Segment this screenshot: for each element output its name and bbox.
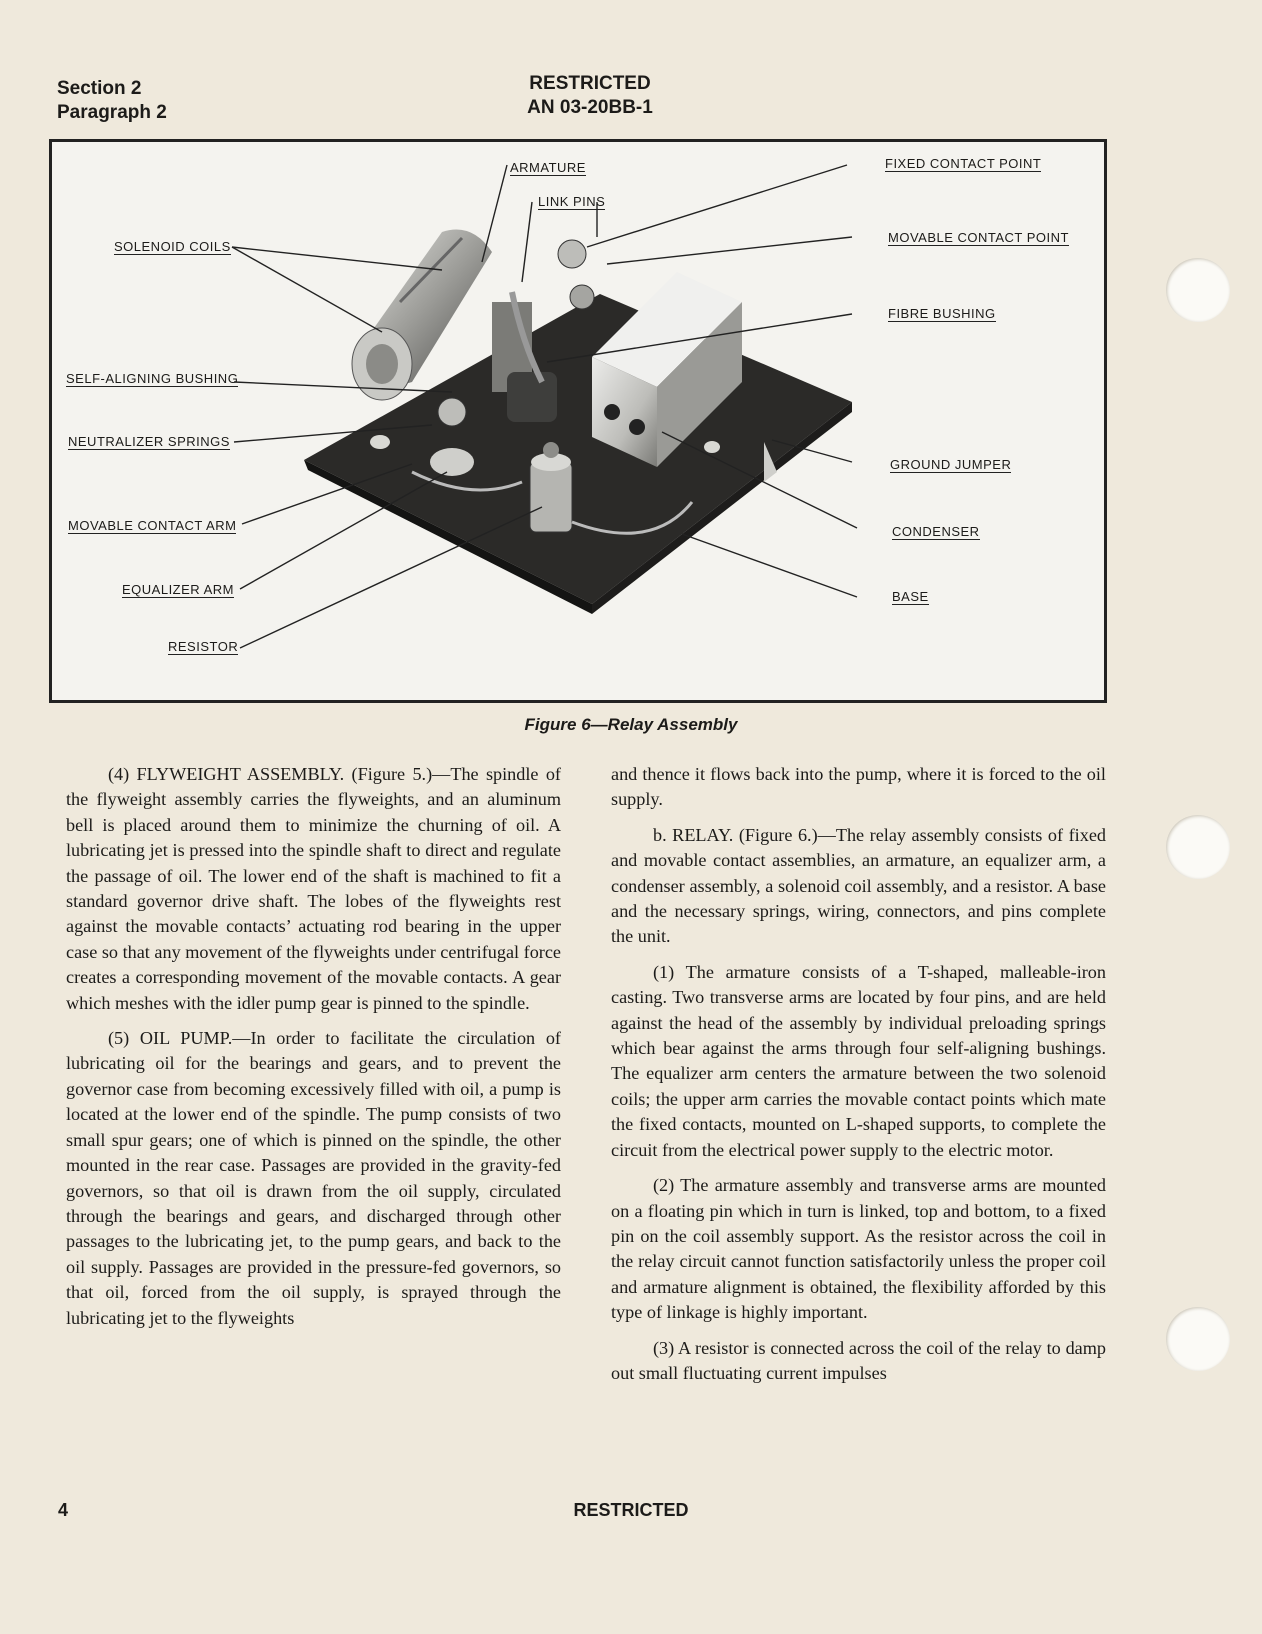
label-armature: ARMATURE (510, 160, 586, 175)
label-neutralizer-springs: NEUTRALIZER SPRINGS (68, 434, 230, 449)
mount-hole (370, 435, 390, 449)
large-hole (430, 448, 474, 476)
paragraph-continuation: and thence it flows back into the pump, where it is forced to the oil supply. (611, 764, 1106, 810)
paragraph-relay: b. RELAY. (Figure 6.)—The relay assembly consists of fixed and movable contact assemblies, an armature, an equalizer arm, a condenser assembly, a solenoid coil assembly, and a resistor. A base and the necessary springs, wiring, connectors, and pins complete the unit. (611, 824, 1106, 947)
label-base: BASE (892, 589, 929, 604)
paragraph-armature-mounting: (2) The armature assembly and transverse arms are mounted on a floating pin which in turn is linked, top and bottom, to a fixed pin on the coil assembly support. As the resistor across the coil in the relay circuit cannot function satisfactorily unless the proper coil and armature alignment is obtained, the flexibility afforded by this type of linkage is highly important. (611, 1175, 1106, 1323)
label-self-aligning-bushing: SELF-ALIGNING BUSHING (66, 371, 239, 386)
figure-caption: Figure 6—Relay Assembly (524, 715, 738, 734)
right-column (611, 762, 1106, 1396)
page-number: 4 (58, 1500, 69, 1520)
section-paragraph-header (57, 77, 167, 125)
label-solenoid-coils: SOLENOID COILS (114, 239, 231, 254)
paragraph-resistor: (3) A resistor is connected across the coil of the relay to damp out small fluctuating current impulses (611, 1337, 1106, 1383)
label-movable-contact-point: MOVABLE CONTACT POINT (888, 230, 1069, 245)
paragraph-oil-pump: (5) OIL PUMP.—In order to facilitate the circulation of lubricating oil for the bearings and gears, and to prevent the governor case from becoming excessively filled with oil, a pump is located at the lower end of the spindle. The pump consists of two small spur gears; one of which is pinned on the spindle, the other mounted in the rear case. Passages are provided in the gravity-fed governors, so that oil is drawn from the oil supply, circulated through the bearings and gears, and discharged through other passages to the lubricating jet, to the pump gears, and back to the oil supply. Passages are provided in the pressure-fed governors, so that oil, forced from the oil supply, is sprayed through the lubricating jet to the flyweights (66, 1028, 561, 1328)
label-fibre-bushing: FIBRE BUSHING (888, 306, 996, 321)
section-label: Section 2 (57, 78, 142, 99)
restricted-header: RESTRICTED (529, 73, 651, 94)
paragraph-flyweight-assembly: (4) FLYWEIGHT ASSEMBLY. (Figure 5.)—The spindle of the flyweight assembly carries the flyweights, and an aluminum bell is placed around them to minimize the churning of oil. A lubricating jet is pressed into the spindle shaft to direct and regulate the passage of oil. The lower end of the shaft is machined to fit a standard governor drive shaft. The lobes of the flyweights rest against the movable contacts’ actuating rod bearing in the upper case so that any movement of the flyweights under centrifugal force creates a corresponding movement of the movable contacts. A gear which meshes with the idler pump gear is pinned to the spindle. (66, 764, 561, 1013)
mount-hole (704, 441, 720, 453)
relay-illustration (52, 142, 1104, 700)
label-link-pins: LINK PINS (538, 194, 606, 209)
binder-hole (1166, 258, 1230, 322)
binder-hole (1166, 1307, 1230, 1371)
label-ground-jumper: GROUND JUMPER (890, 457, 1012, 472)
document-number: AN 03-20BB-1 (527, 97, 653, 118)
label-condenser: CONDENSER (892, 524, 980, 539)
document-header (380, 72, 800, 120)
label-movable-contact-arm: MOVABLE CONTACT ARM (68, 518, 237, 533)
restricted-footer: RESTRICTED (573, 1500, 689, 1520)
paragraph-armature: (1) The armature consists of a T-shaped, malleable-iron casting. Two transverse arms are located by four pins, and are held against the head of the assembly by individual preloading springs which bear against the arms through four self-aligning bushings. The equalizer arm centers the armature between the two solenoid coils; the upper arm carries the movable contact points which mate the fixed contacts, mounted on L-shaped supports, to complete the circuit from the electrical power supply to the electric motor. (611, 961, 1106, 1160)
left-column (66, 762, 561, 1341)
label-resistor: RESISTOR (168, 639, 239, 654)
label-equalizer-arm: EQUALIZER ARM (122, 582, 234, 597)
paragraph-label: Paragraph 2 (57, 102, 167, 123)
label-fixed-contact-point: FIXED CONTACT POINT (885, 156, 1042, 171)
figure-relay-assembly (49, 139, 1107, 703)
binder-hole (1166, 815, 1230, 879)
